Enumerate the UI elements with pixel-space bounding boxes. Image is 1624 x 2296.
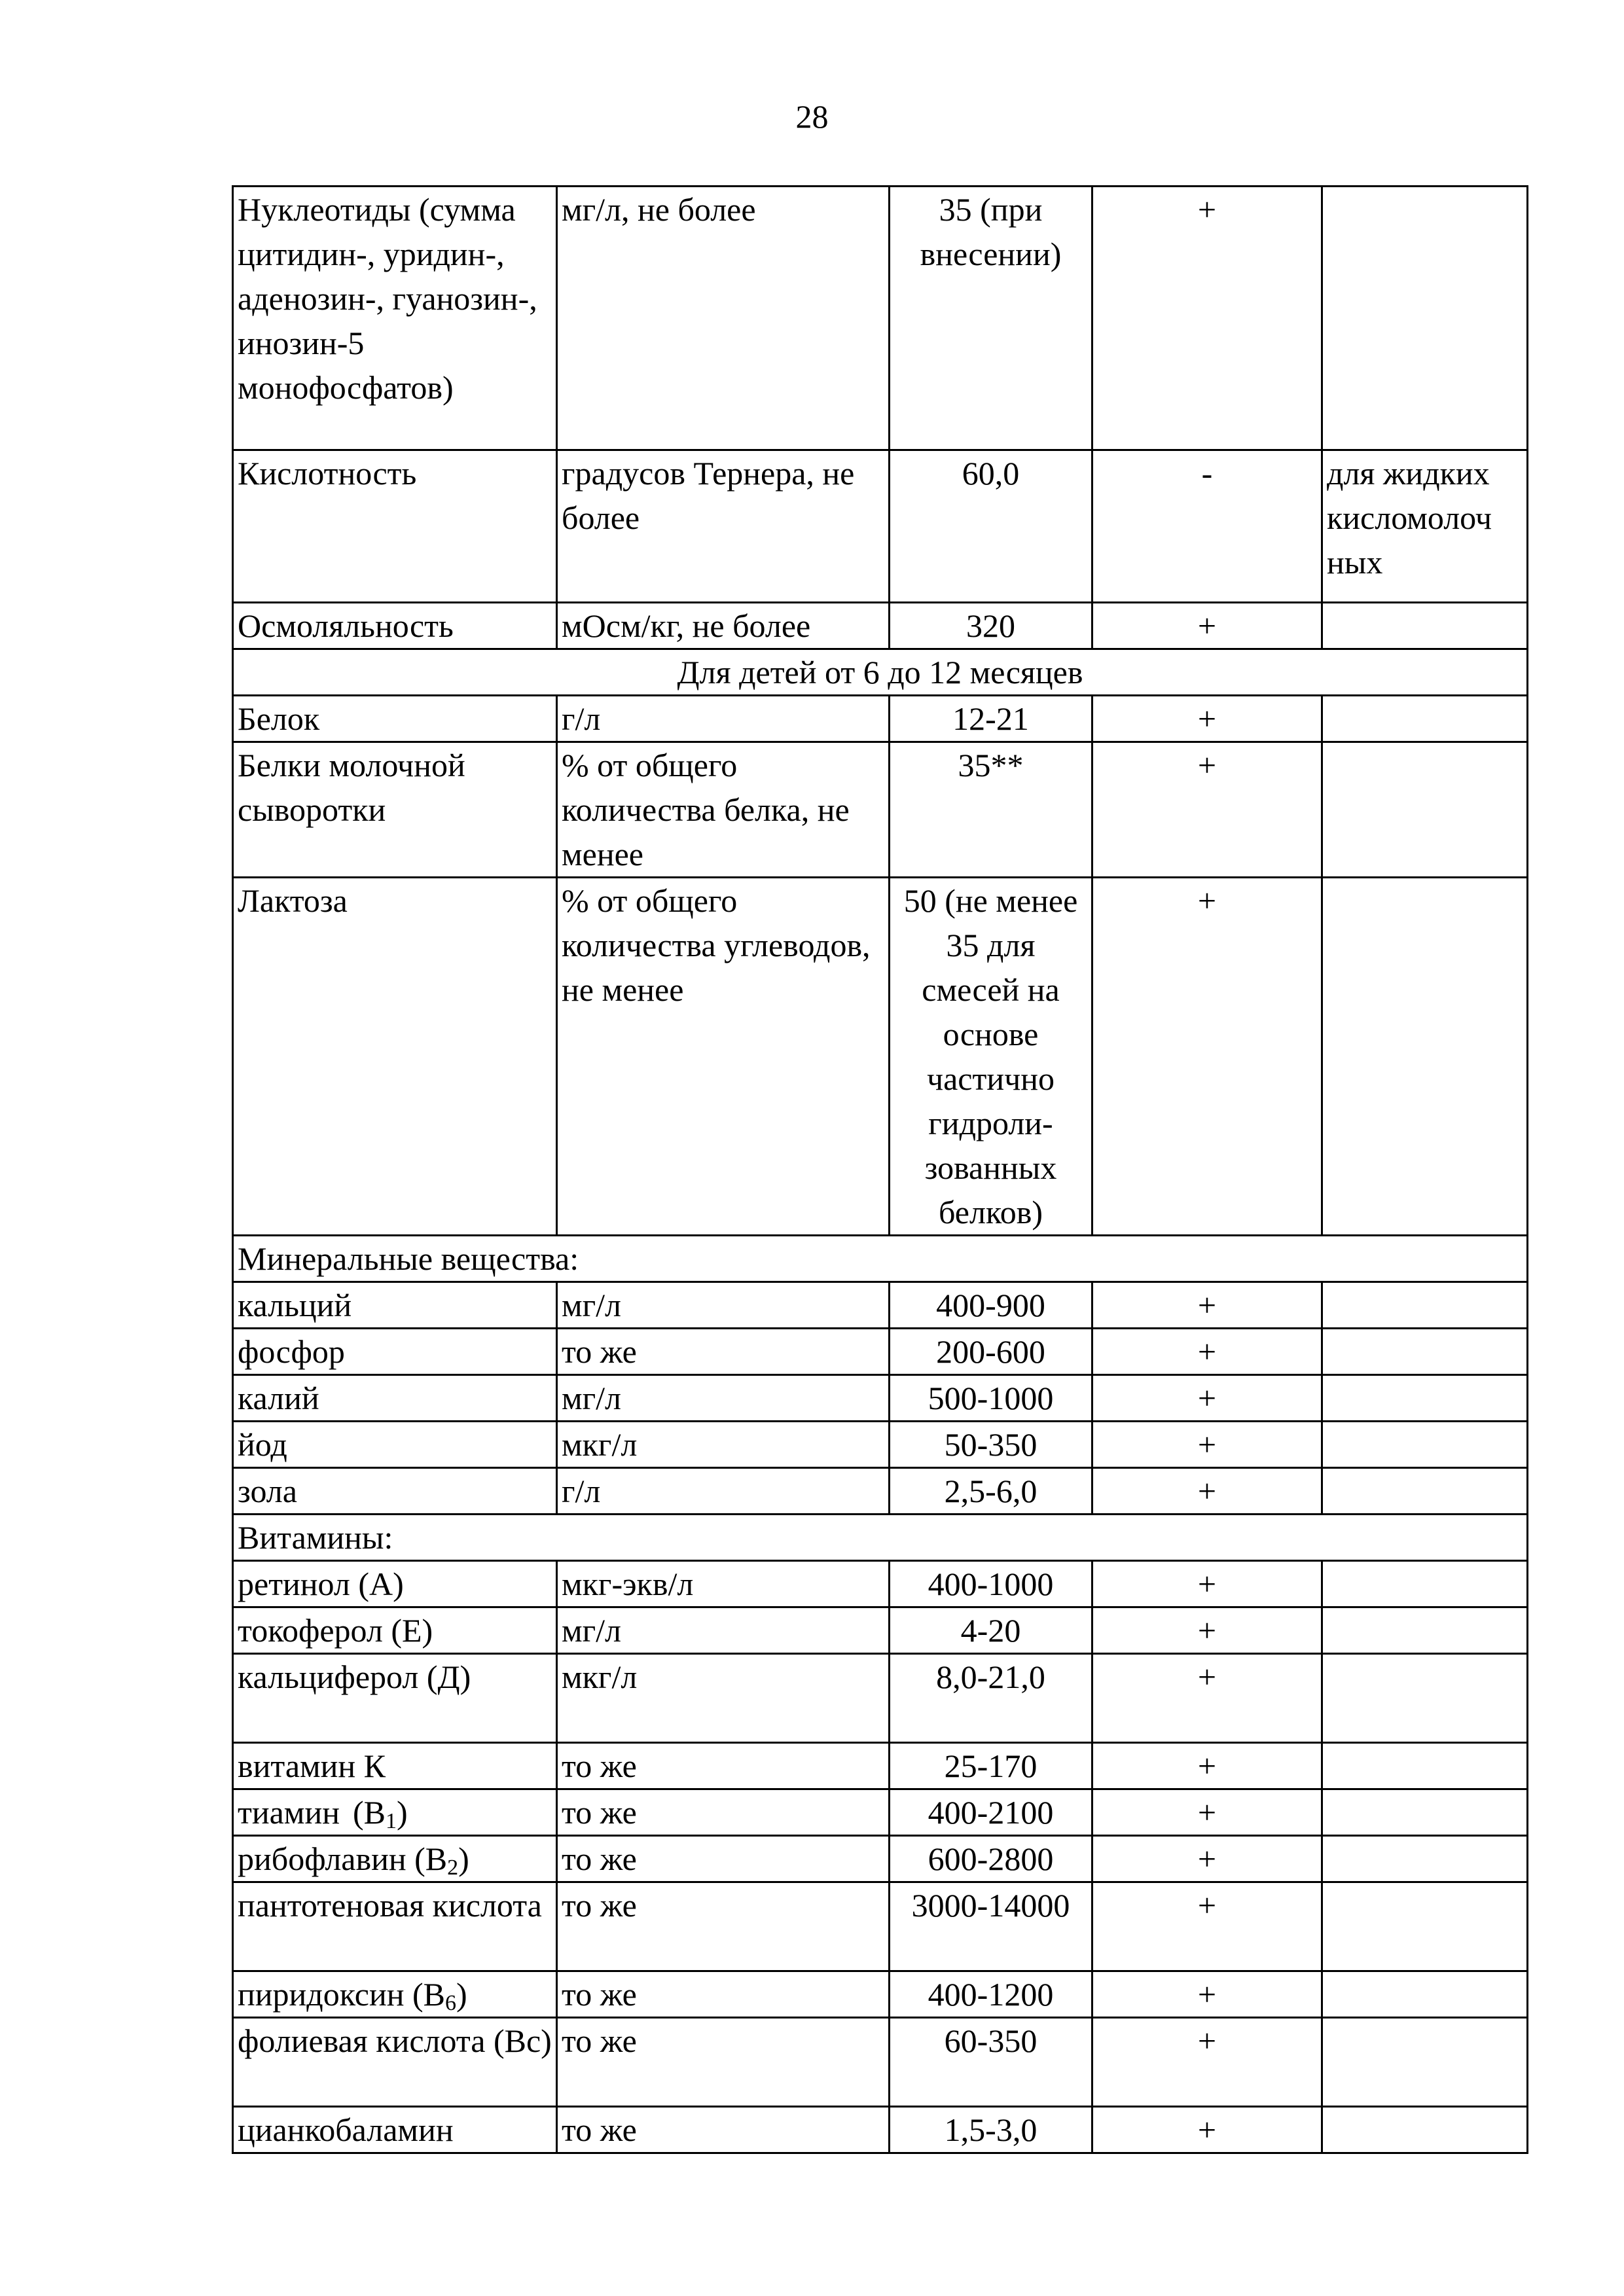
value: 400-2100 xyxy=(890,1789,1092,1836)
indicator-name xyxy=(233,1971,557,2018)
mark: + xyxy=(1092,1468,1322,1515)
vitamin-subscript: 6 xyxy=(444,1990,456,2015)
note xyxy=(1322,1607,1528,1654)
table-row xyxy=(233,1329,1528,1375)
unit: мг/л, не более xyxy=(557,187,890,450)
value: 60-350 xyxy=(890,2018,1092,2107)
unit: мкг-экв/л xyxy=(557,1561,890,1607)
mark: + xyxy=(1092,1654,1322,1743)
table-row xyxy=(233,1422,1528,1468)
table-row xyxy=(233,187,1528,450)
note xyxy=(1322,1971,1528,2018)
indicator-name: витамин К xyxy=(233,1743,557,1789)
mark: + xyxy=(1092,742,1322,878)
value: 400-900 xyxy=(890,1282,1092,1329)
value: 1,5-3,0 xyxy=(890,2107,1092,2153)
indicator-name: токоферол (Е) xyxy=(233,1607,557,1654)
unit: то же xyxy=(557,1882,890,1971)
table-row xyxy=(233,1561,1528,1607)
table-row xyxy=(233,696,1528,742)
note xyxy=(1322,187,1528,450)
value: 50 (не менее 35 для смесей на основе частично гидроли- зованных белков) xyxy=(890,878,1092,1236)
mark: + xyxy=(1092,1422,1322,1468)
mark: + xyxy=(1092,1329,1322,1375)
vitamin-close-paren: ) xyxy=(396,1794,408,1831)
mark: + xyxy=(1092,1789,1322,1836)
table-row xyxy=(233,2107,1528,2153)
note xyxy=(1322,1743,1528,1789)
age-section-heading: Для детей от 6 до 12 месяцев xyxy=(233,649,1528,696)
note xyxy=(1322,1789,1528,1836)
note xyxy=(1322,1375,1528,1422)
indicator-name: Белки молочной сыворотки xyxy=(233,742,557,878)
mark: + xyxy=(1092,1561,1322,1607)
unit: градусов Тернера, не более xyxy=(557,450,890,603)
table-row xyxy=(233,1282,1528,1329)
indicator-name: зола xyxy=(233,1468,557,1515)
mark: + xyxy=(1092,1375,1322,1422)
section-row xyxy=(233,649,1528,696)
note xyxy=(1322,1654,1528,1743)
table-row xyxy=(233,603,1528,649)
mark: + xyxy=(1092,878,1322,1236)
table-row xyxy=(233,1607,1528,1654)
note xyxy=(1322,1422,1528,1468)
mark: + xyxy=(1092,1743,1322,1789)
note xyxy=(1322,603,1528,649)
table-row xyxy=(233,2018,1528,2107)
value: 600-2800 xyxy=(890,1836,1092,1882)
note xyxy=(1322,1882,1528,1971)
indicator-name: кальций xyxy=(233,1282,557,1329)
vitamin-letter: (B xyxy=(414,1840,448,1877)
unit: то же xyxy=(557,1971,890,2018)
vitamin-close-paren: ) xyxy=(456,1976,467,2013)
mark: + xyxy=(1092,1836,1322,1882)
value: 8,0-21,0 xyxy=(890,1654,1092,1743)
unit: то же xyxy=(557,1789,890,1836)
table-row xyxy=(233,1789,1528,1836)
value: 12-21 xyxy=(890,696,1092,742)
value: 25-170 xyxy=(890,1743,1092,1789)
table-row xyxy=(233,1971,1528,2018)
vitamin-letter: (B xyxy=(352,1794,386,1831)
table-row xyxy=(233,1743,1528,1789)
indicator-name: кальциферол (Д) xyxy=(233,1654,557,1743)
note xyxy=(1322,1282,1528,1329)
unit: мОсм/кг, не более xyxy=(557,603,890,649)
value: 400-1000 xyxy=(890,1561,1092,1607)
mark: + xyxy=(1092,2018,1322,2107)
unit: % от общего количества углеводов, не менее xyxy=(557,878,890,1236)
indicator-name xyxy=(233,1789,557,1836)
unit: то же xyxy=(557,1836,890,1882)
unit: мг/л xyxy=(557,1375,890,1422)
unit: то же xyxy=(557,2107,890,2153)
unit: % от общего количества белка, не менее xyxy=(557,742,890,878)
vitamin-name-text: рибофлавин xyxy=(238,1840,406,1877)
unit: г/л xyxy=(557,1468,890,1515)
value: 50-350 xyxy=(890,1422,1092,1468)
value: 200-600 xyxy=(890,1329,1092,1375)
value: 4-20 xyxy=(890,1607,1092,1654)
vitamin-letter: (B xyxy=(412,1976,445,2013)
table-row xyxy=(233,742,1528,878)
table-row xyxy=(233,450,1528,603)
mark: + xyxy=(1092,1971,1322,2018)
table-row xyxy=(233,1375,1528,1422)
table-row xyxy=(233,1836,1528,1882)
value: 400-1200 xyxy=(890,1971,1092,2018)
table-row xyxy=(233,1468,1528,1515)
note xyxy=(1322,2107,1528,2153)
mark: + xyxy=(1092,187,1322,450)
unit: мкг/л xyxy=(557,1422,890,1468)
mark: + xyxy=(1092,603,1322,649)
nutrition-spec-table xyxy=(232,185,1528,2154)
note xyxy=(1322,1329,1528,1375)
value: 500-1000 xyxy=(890,1375,1092,1422)
note xyxy=(1322,742,1528,878)
minerals-heading: Минеральные вещества: xyxy=(233,1236,1528,1282)
mark: - xyxy=(1092,450,1322,603)
vitamin-close-paren: ) xyxy=(458,1840,469,1877)
indicator-name: ретинол (А) xyxy=(233,1561,557,1607)
unit: то же xyxy=(557,1329,890,1375)
unit: то же xyxy=(557,2018,890,2107)
note xyxy=(1322,696,1528,742)
value: 3000-14000 xyxy=(890,1882,1092,1971)
table-row xyxy=(233,1654,1528,1743)
unit: мкг/л xyxy=(557,1654,890,1743)
unit: мг/л xyxy=(557,1282,890,1329)
mark: + xyxy=(1092,696,1322,742)
mark: + xyxy=(1092,1882,1322,1971)
value: 35** xyxy=(890,742,1092,878)
note: для жидких кисломолоч ных xyxy=(1322,450,1528,603)
indicator-name xyxy=(233,1836,557,1882)
section-row xyxy=(233,1515,1528,1561)
indicator-name: Осмоляльность xyxy=(233,603,557,649)
indicator-name: Белок xyxy=(233,696,557,742)
value: 60,0 xyxy=(890,450,1092,603)
indicator-name: Лактоза xyxy=(233,878,557,1236)
unit: г/л xyxy=(557,696,890,742)
unit: мг/л xyxy=(557,1607,890,1654)
vitamins-heading: Витамины: xyxy=(233,1515,1528,1561)
page-number: 28 xyxy=(795,98,829,135)
indicator-name: фосфор xyxy=(233,1329,557,1375)
value: 2,5-6,0 xyxy=(890,1468,1092,1515)
value: 35 (при внесении) xyxy=(890,187,1092,450)
indicator-name: йод xyxy=(233,1422,557,1468)
note xyxy=(1322,878,1528,1236)
mark: + xyxy=(1092,2107,1322,2153)
indicator-name: фолиевая кислота (Вс) xyxy=(233,2018,557,2107)
vitamin-name-text: тиамин xyxy=(238,1794,340,1831)
table-row xyxy=(233,1882,1528,1971)
value: 320 xyxy=(890,603,1092,649)
unit: то же xyxy=(557,1743,890,1789)
note xyxy=(1322,1468,1528,1515)
note xyxy=(1322,2018,1528,2107)
indicator-name: калий xyxy=(233,1375,557,1422)
mark: + xyxy=(1092,1607,1322,1654)
indicator-name: Нуклеотиды (сумма цитидин-, уридин-, аденозин-, гуанозин-, инозин-5 монофосфатов) xyxy=(233,187,557,450)
vitamin-subscript: 1 xyxy=(385,1808,397,1833)
table-row xyxy=(233,878,1528,1236)
indicator-name: цианкобаламин xyxy=(233,2107,557,2153)
note xyxy=(1322,1561,1528,1607)
vitamin-name-text: пиридоксин xyxy=(238,1976,405,2013)
indicator-name: пантотеновая кислота xyxy=(233,1882,557,1971)
vitamin-subscript: 2 xyxy=(447,1855,459,1880)
section-row xyxy=(233,1236,1528,1282)
note xyxy=(1322,1836,1528,1882)
indicator-name: Кислотность xyxy=(233,450,557,603)
mark: + xyxy=(1092,1282,1322,1329)
